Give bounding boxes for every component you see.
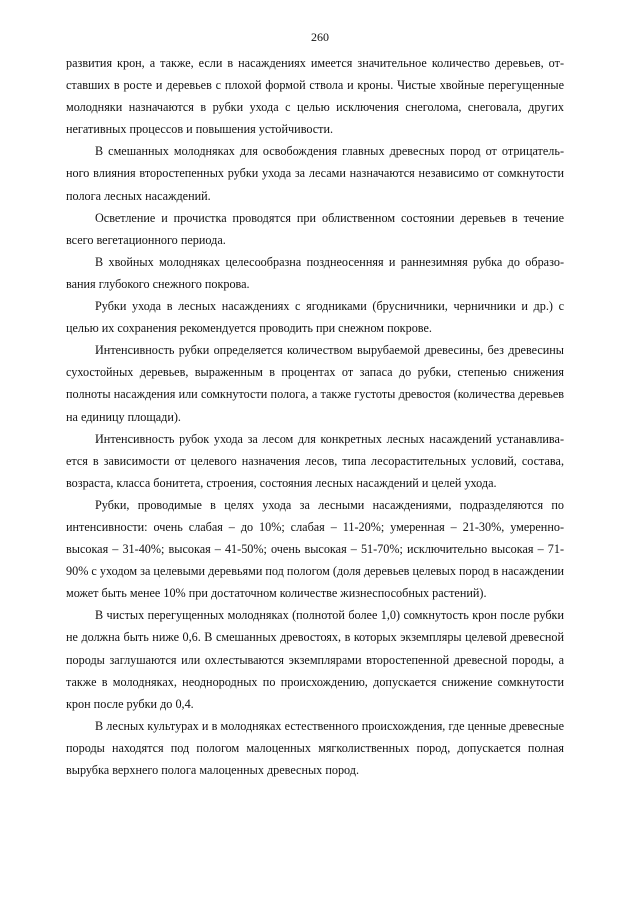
paragraph-continuation: развития крон, а также, если в насаждениях имеется значительное количество деревьев, отставших в росте и деревьев с плохой формой ствола и кроны. Чистые хвойные перегущенные молодняки назначаются в рубки ухода с целью исключения снеголома, снеговала, других негативных процессов и повышения устойчивости. — [66, 56, 564, 137]
paragraph-intensity-classes: Рубки, проводимые в целях ухода за лесными насаждениями, подразделяются по интенсивности: очень слабая – до 10%; слабая – 11-20%; умеренная – 21-30%, умеренновысокая – 31-40%; высокая – 41-50%; очень высокая – 51-70%; исключительно высокая – 7190% с уходом за целевыми деревьями под пологом (доля деревьев целевых пород в насаждении может быть менее 10% при достаточном количестве жизнеспособных растений). — [66, 497, 564, 601]
paragraph-coniferous-felling: В хвойных молодняках целесообразна позднеосенняя и раннезимняя рубка до образования глубокого снежного покрова. — [66, 254, 564, 291]
document-body — [66, 52, 564, 781]
paragraph-felling-intensity: Интенсивность рубки определяется количеством вырубаемой древесины, без древесины сухостойных деревьев, выраженным в процентах от запаса до рубки, степенью снижения полноты насаждения или сомкнутости полога, а также густоты древостоя (количества деревьев на единицу площади). — [66, 343, 564, 424]
paragraph-berry-stands: Рубки ухода в лесных насаждениях с ягодниками (брусничники, черничники и др.) с целью их сохранения рекомендуется проводить при снежном покрове. — [66, 299, 564, 336]
page-number: 260 — [311, 30, 329, 44]
paragraph-forest-cultures: В лесных культурах и в молодняках естественного происхождения, где ценные древесные породы находятся под пологом малоценных мягколиственных пород, допускается полная вырубка верхнего полога малоценных древесных пород. — [66, 718, 564, 777]
paragraph-intensity-factors: Интенсивность рубок ухода за лесом для конкретных лесных насаждений устанавливается в зависимости от целевого назначения лесов, типа лесорастительных условий, состава, возраста, класса бонитета, строения, состояния лесных насаждений и целей ухода. — [66, 431, 564, 490]
paragraph-crown-closure: В чистых перегущенных молодняках (полнотой более 1,0) сомкнутость крон после рубки не должна быть ниже 0,6. В смешанных древостоях, в которых экземпляры целевой древесной породы заглушаются или охлестываются экземплярами второстепенной древесной породы, а также в молодняках, неоднородных по происхождению, допускается снижение сомкнутости крон после рубки до 0,4. — [66, 608, 564, 711]
paragraph-mixed-young-stands: В смешанных молодняках для освобождения главных древесных пород от отрицательного влияния второстепенных рубки ухода за лесами назначаются независимо от сомкнутости полога лесных насаждений. — [66, 144, 564, 203]
paragraph-clearing-timing: Осветление и прочистка проводятся при облиственном состоянии деревьев в течение всего вегетационного периода. — [66, 210, 564, 247]
